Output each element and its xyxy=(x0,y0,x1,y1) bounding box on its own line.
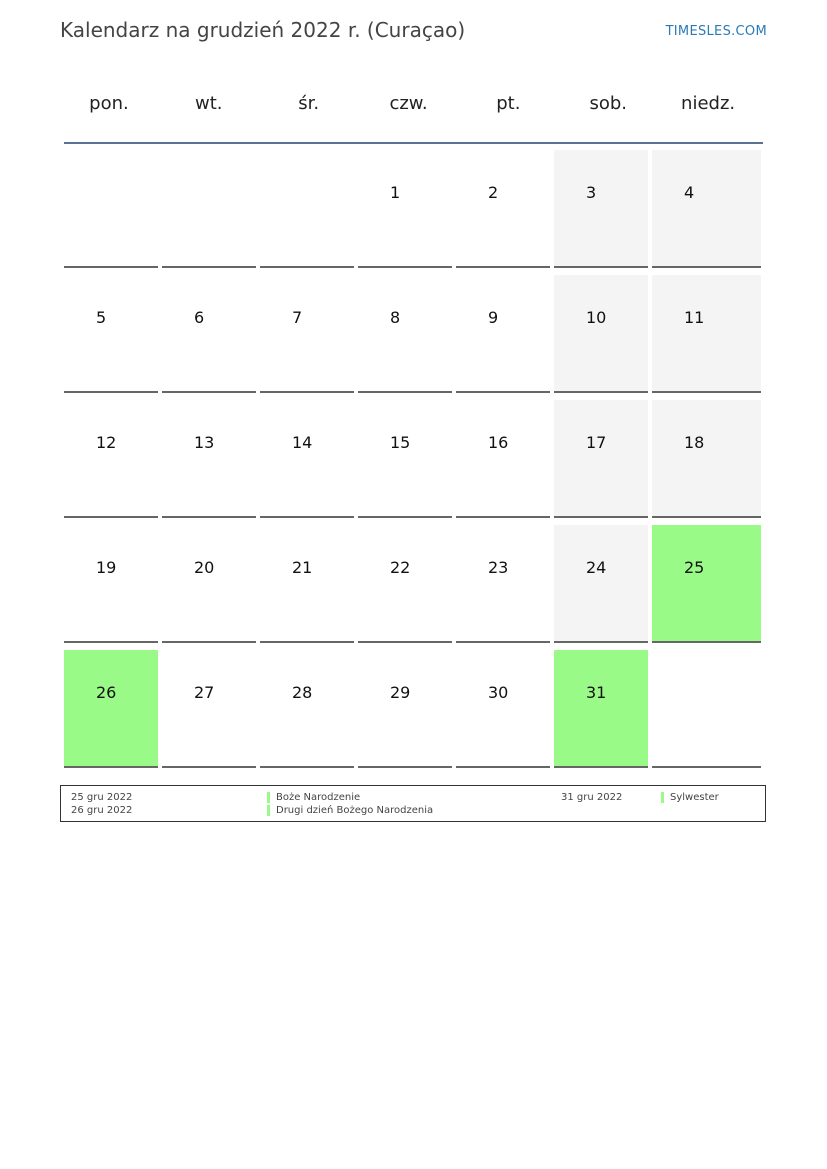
day-number: 13 xyxy=(194,433,215,452)
day-cell xyxy=(162,400,256,518)
day-number: 8 xyxy=(390,308,401,327)
day-cell xyxy=(456,400,550,518)
day-number: 31 xyxy=(586,683,607,702)
weekday-header-row xyxy=(64,84,763,144)
weekday-wed: śr. xyxy=(298,93,320,114)
weekday-mon: pon. xyxy=(89,93,129,114)
day-number: 1 xyxy=(390,183,401,202)
week-row xyxy=(64,400,763,525)
day-number: 10 xyxy=(586,308,607,327)
day-number: 14 xyxy=(292,433,313,452)
day-cell xyxy=(554,650,648,768)
day-cell xyxy=(162,525,256,643)
day-number: 23 xyxy=(488,558,509,577)
day-cell xyxy=(358,275,452,393)
day-number: 26 xyxy=(96,683,117,702)
day-number: 20 xyxy=(194,558,215,577)
day-number: 24 xyxy=(586,558,607,577)
day-number: 18 xyxy=(684,433,705,452)
week-row xyxy=(64,525,763,650)
day-cell xyxy=(456,525,550,643)
day-number: 15 xyxy=(390,433,411,452)
day-cell xyxy=(456,150,550,268)
day-number: 25 xyxy=(684,558,705,577)
day-number: 27 xyxy=(194,683,215,702)
day-cell xyxy=(358,525,452,643)
day-cell xyxy=(162,275,256,393)
legend-date: 25 gru 2022 xyxy=(71,792,133,803)
week-row xyxy=(64,275,763,400)
day-number: 19 xyxy=(96,558,117,577)
day-cell xyxy=(260,275,354,393)
page-title: Kalendarz na grudzień 2022 r. (Curaçao) xyxy=(60,18,466,42)
day-number: 16 xyxy=(488,433,509,452)
day-number: 4 xyxy=(684,183,695,202)
day-number: 6 xyxy=(194,308,205,327)
week-row xyxy=(64,650,763,775)
day-cell xyxy=(358,650,452,768)
day-cell xyxy=(554,150,648,268)
day-number: 11 xyxy=(684,308,705,327)
day-number: 7 xyxy=(292,308,303,327)
day-cell xyxy=(260,400,354,518)
day-number: 3 xyxy=(586,183,597,202)
weekday-fri: pt. xyxy=(496,93,521,114)
day-cell xyxy=(260,650,354,768)
legend-date: 26 gru 2022 xyxy=(71,805,133,816)
calendar-grid xyxy=(64,150,763,775)
holiday-legend xyxy=(60,785,766,822)
legend-date: 31 gru 2022 xyxy=(561,792,623,803)
day-cell xyxy=(64,400,158,518)
legend-holiday-name: Boże Narodzenie xyxy=(267,792,360,803)
weekday-sat: sob. xyxy=(589,93,627,114)
site-link[interactable]: TIMESLES.COM xyxy=(665,24,767,39)
day-number: 22 xyxy=(390,558,411,577)
day-number: 28 xyxy=(292,683,313,702)
day-number: 5 xyxy=(96,308,107,327)
day-cell xyxy=(554,525,648,643)
day-cell xyxy=(162,650,256,768)
day-cell xyxy=(64,650,158,768)
day-cell xyxy=(456,650,550,768)
weekday-sun: niedz. xyxy=(681,93,736,114)
day-number: 17 xyxy=(586,433,607,452)
day-cell xyxy=(162,150,256,268)
day-cell xyxy=(260,150,354,268)
day-cell xyxy=(64,150,158,268)
week-row xyxy=(64,150,763,275)
day-number: 21 xyxy=(292,558,313,577)
day-cell xyxy=(554,400,648,518)
weekday-thu: czw. xyxy=(389,93,428,114)
day-cell xyxy=(358,150,452,268)
day-cell xyxy=(652,275,761,393)
day-number: 9 xyxy=(488,308,499,327)
legend-holiday-name: Drugi dzień Bożego Narodzenia xyxy=(267,805,433,816)
day-number: 30 xyxy=(488,683,509,702)
day-number: 29 xyxy=(390,683,411,702)
day-cell xyxy=(358,400,452,518)
day-cell xyxy=(652,650,761,768)
weekday-tue: wt. xyxy=(195,93,223,114)
day-cell xyxy=(652,400,761,518)
day-cell xyxy=(260,525,354,643)
day-cell xyxy=(64,275,158,393)
legend-holiday-name: Sylwester xyxy=(661,792,719,803)
day-number: 2 xyxy=(488,183,499,202)
day-cell xyxy=(554,275,648,393)
day-cell xyxy=(652,525,761,643)
day-number: 12 xyxy=(96,433,117,452)
day-cell xyxy=(456,275,550,393)
day-cell xyxy=(652,150,761,268)
day-cell xyxy=(64,525,158,643)
